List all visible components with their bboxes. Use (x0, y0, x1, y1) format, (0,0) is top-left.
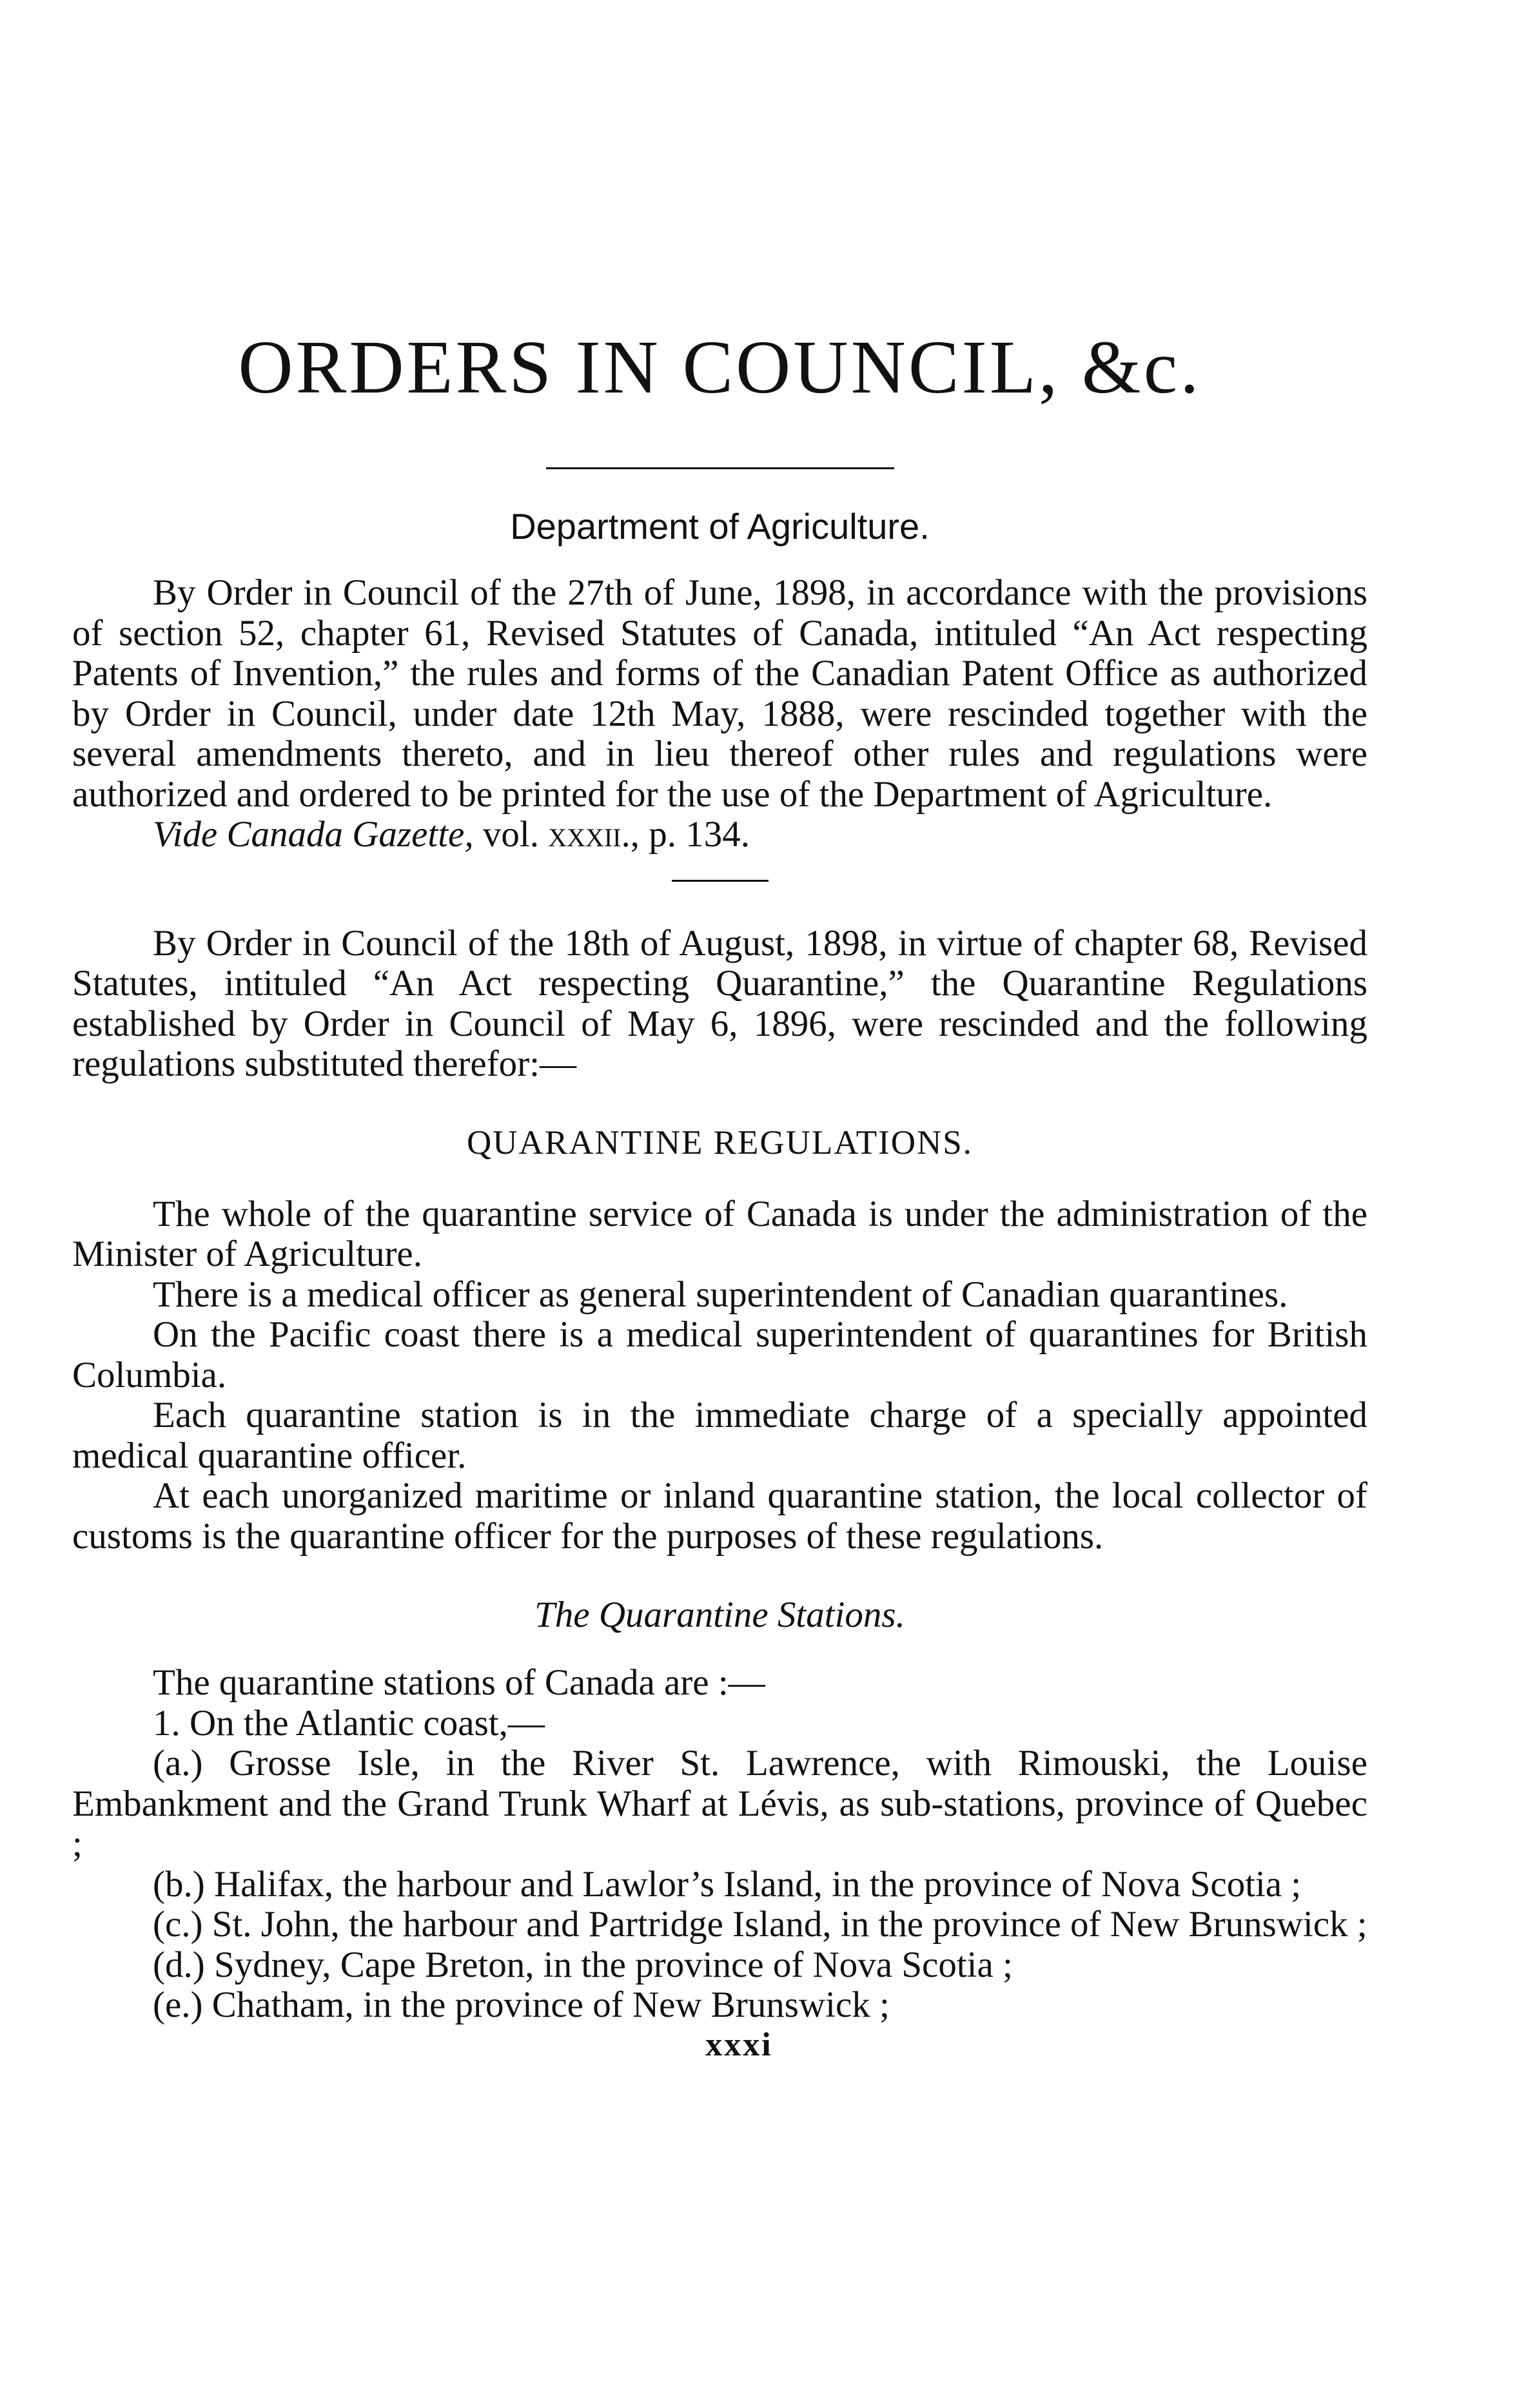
station-item: (c.) St. John, the harbour and Partridge Island, in the province of New Brunswick ; (153, 1904, 1367, 1945)
citation-page: , p. 134. (630, 814, 750, 855)
page-title: ORDERS IN COUNCIL, &c. (238, 325, 1202, 409)
page-number: xxxi (705, 2026, 773, 2063)
title-divider (546, 467, 894, 469)
regulation-paragraph: At each unorganized maritime or inland quarantine station, the local collector of customs is the quarantine officer for the purposes of these regulations. (72, 1475, 1367, 1557)
regulation-paragraph: Each quarantine station is in the immediate charge of a specially appointed medical quarantine officer. (72, 1395, 1367, 1476)
citation-source: Vide Canada Gazette, (153, 814, 474, 855)
regulation-paragraph: The whole of the quarantine service of Canada is under the administration of the Minister of Agriculture. (72, 1193, 1367, 1274)
station-item: (d.) Sydney, Cape Breton, in the province of Nova Scotia ; (153, 1944, 1013, 1985)
station-item: (a.) Grosse Isle, in the River St. Lawrence, with Rimouski, the Louise Embankment and the Grand Trunk Wharf at Lévis, as sub-stations, province of Quebec ; (72, 1743, 1367, 1864)
citation-volume: xxxii. (548, 814, 631, 855)
station-item: (e.) Chatham, in the province of New Brunswick ; (153, 1985, 890, 2025)
department-heading: Department of Agriculture. (510, 506, 930, 547)
citation-vol-label: vol. (473, 814, 549, 855)
stations-intro: The quarantine stations of Canada are :— (153, 1662, 765, 1703)
station-item: (b.) Halifax, the harbour and Lawlor’s Island, in the province of Nova Scotia ; (153, 1863, 1302, 1905)
regulation-paragraph: There is a medical officer as general superintendent of Canadian quarantines. (153, 1274, 1288, 1315)
order-1-citation (72, 815, 1367, 855)
stations-heading: The Quarantine Stations. (534, 1595, 905, 1635)
regulations-heading: QUARANTINE REGULATIONS. (467, 1123, 973, 1161)
section-divider (672, 880, 768, 882)
order-1-paragraph: By Order in Council of the 27th of June, 1898, in accordance with the provisions of section 52, chapter 61, Revised Statutes of Canada, intituled “An Act respecting Patents of Invention,” the rules and forms of the Canadian Patent Office as authorized by Order in Council, under date 12th May, 1888, were rescinded together with the several amendments thereto, and in lieu thereof other rules and regulations were authorized and ordered to be printed for the use of the Department of Agriculture. (72, 572, 1367, 815)
stations-atlantic-label: 1. On the Atlantic coast,— (153, 1702, 545, 1743)
regulation-paragraph: On the Pacific coast there is a medical superintendent of quarantines for British Columbia. (72, 1314, 1367, 1395)
order-2-paragraph: By Order in Council of the 18th of August, 1898, in virtue of chapter 68, Revised Statutes, intituled “An Act respecting Quarantine,” the Quarantine Regulations established by Order in Council of May 6, 1896, were rescinded and the following regulations substituted therefor:— (72, 922, 1367, 1084)
